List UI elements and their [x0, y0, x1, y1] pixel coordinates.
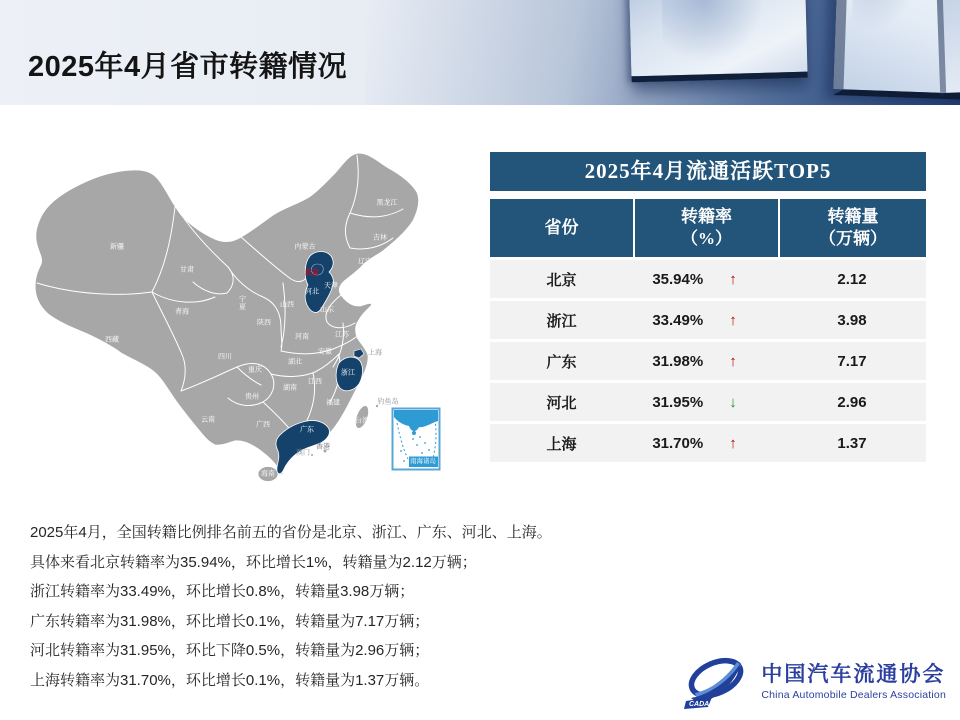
cada-logo — [679, 652, 946, 712]
map-label-sichuan: 四川 — [218, 353, 232, 361]
cell-rate — [633, 394, 778, 411]
map-label-ningxia: 宁夏 — [238, 295, 246, 311]
table-row — [490, 301, 926, 339]
map-label-heilongjiang: 黑龙江 — [376, 199, 398, 207]
decor-cube-1 — [628, 0, 807, 82]
map-label-xinjiang: 新疆 — [110, 243, 124, 251]
cell-volume: 3.98 — [837, 311, 867, 329]
rate-value: 35.94% — [652, 270, 704, 288]
column-label: 转籍率 — [681, 206, 732, 226]
map-label-shanxi: 山西 — [280, 301, 294, 309]
map-label-henan: 河南 — [295, 333, 309, 341]
rate-value: 31.70% — [652, 434, 704, 452]
column-header-volume — [778, 199, 926, 257]
cell-rate — [633, 271, 778, 288]
cada-acronym: CADA — [689, 701, 710, 708]
map-label-liaoning: 辽宁 — [358, 258, 372, 266]
top5-table — [490, 152, 926, 462]
rate-value: 33.49% — [652, 311, 704, 329]
column-label: 省份 — [544, 217, 579, 237]
cell-rate — [633, 353, 778, 370]
map-label-beijing: 北京 — [305, 269, 319, 277]
cell-rate — [633, 435, 778, 452]
map-label-jiangxi: 江西 — [308, 378, 322, 386]
map-label-hebei: 河北 — [305, 288, 319, 296]
page-title: 2025年4月省市转籍情况 — [28, 51, 348, 83]
cell-province: 河北 — [546, 394, 577, 412]
map-label-neimenggu: 内蒙古 — [294, 243, 316, 251]
logo-text — [761, 663, 946, 701]
map-label-nanhai: 南海诸岛 — [410, 457, 436, 465]
map-label-tianjin: 天津 — [324, 282, 338, 290]
header-banner — [0, 0, 960, 105]
nanhai-inset-hainan — [412, 431, 416, 435]
summary-line: 广东转籍率为31.98%，环比增长0.1%，转籍量为7.17万辆； — [30, 612, 430, 630]
map-label-hubei: 湖北 — [288, 358, 302, 366]
org-name-en: China Automobile Dealers Association — [761, 689, 946, 702]
map-label-taiwan: 台湾 — [355, 417, 369, 425]
trend-arrow: ↑ — [729, 434, 737, 452]
map-label-zhejiang: 浙江 — [341, 369, 355, 377]
cell-province: 浙江 — [546, 312, 577, 330]
map-label-shandong: 山东 — [320, 306, 334, 314]
map-label-hunan: 湖南 — [283, 384, 297, 392]
cell-province: 广东 — [546, 353, 577, 371]
trend-arrow: ↓ — [729, 393, 737, 411]
cell-volume: 2.96 — [837, 393, 867, 411]
map-label-fujian: 福建 — [326, 399, 340, 407]
map-label-hainan: 海南 — [261, 470, 275, 478]
trend-arrow: ↑ — [729, 270, 737, 288]
org-name-cn: 中国汽车流通协会 — [761, 661, 946, 686]
map-label-gansu: 甘肃 — [180, 266, 194, 274]
summary-line: 河北转籍率为31.95%，环比下降0.5%，转籍量为2.96万辆； — [30, 642, 430, 659]
summary-text — [30, 518, 670, 695]
map-label-jiangsu: 江苏 — [335, 331, 349, 339]
column-header-rate — [633, 199, 778, 257]
column-sublabel: （%） — [681, 229, 732, 248]
column-header-province — [490, 199, 633, 257]
cell-province: 上海 — [546, 435, 577, 453]
cell-province: 北京 — [546, 271, 577, 289]
column-label: 转籍量 — [827, 206, 879, 226]
decor-cube-3 — [936, 0, 960, 98]
map-label-shanghai: 上海 — [368, 349, 382, 357]
map-label-shaanxi: 陕西 — [257, 319, 271, 327]
map-label-qinghai: 青海 — [175, 308, 189, 316]
trend-arrow: ↑ — [729, 311, 737, 329]
china-map-svg — [25, 145, 470, 490]
rate-value: 31.95% — [652, 393, 704, 411]
macau-islet — [311, 454, 313, 456]
table-row — [490, 260, 926, 298]
table-row — [490, 342, 926, 380]
map-label-guangdong: 广东 — [300, 426, 314, 434]
map-label-xizang: 西藏 — [105, 336, 119, 344]
table-row — [490, 424, 926, 462]
cell-volume: 7.17 — [837, 352, 867, 370]
map-label-guangxi: 广西 — [256, 421, 270, 429]
cell-volume: 1.37 — [837, 434, 867, 452]
summary-line: 上海转籍率为31.70%，环比增长0.1%，转籍量为1.37万辆。 — [30, 671, 430, 689]
map-label-anhui: 安徽 — [318, 348, 332, 356]
map-label-jilin: 吉林 — [373, 234, 387, 242]
map-label-chongqing: 重庆 — [248, 366, 262, 374]
map-label-yunnan: 云南 — [201, 416, 215, 424]
summary-line: 浙江转籍率为33.49%，环比增长0.8%，转籍量3.98万辆； — [30, 583, 415, 600]
map-label-aomen: 澳门 — [296, 449, 310, 457]
summary-line: 2025年4月，全国转籍比例排名前五的省份是北京、浙江、广东、河北、上海。 — [30, 524, 552, 541]
cell-volume: 2.12 — [837, 270, 867, 288]
cell-rate — [633, 312, 778, 329]
map-label-guizhou: 贵州 — [245, 393, 259, 401]
trend-arrow: ↑ — [729, 352, 737, 370]
rate-value: 31.98% — [652, 352, 704, 370]
map-label-xianggang: 香港 — [316, 443, 330, 451]
cada-logo-icon — [679, 652, 753, 712]
table-header-row — [490, 199, 926, 257]
table-row — [490, 383, 926, 421]
summary-line: 具体来看北京转籍率为35.94%，环比增长1%，转籍量为2.12万辆； — [30, 553, 477, 571]
china-map — [25, 145, 470, 490]
table-title: 2025年4月流通活跃TOP5 — [490, 152, 926, 191]
column-sublabel: （万辆） — [819, 229, 887, 248]
map-label-diaoyudao: 钓鱼岛 — [377, 398, 399, 406]
